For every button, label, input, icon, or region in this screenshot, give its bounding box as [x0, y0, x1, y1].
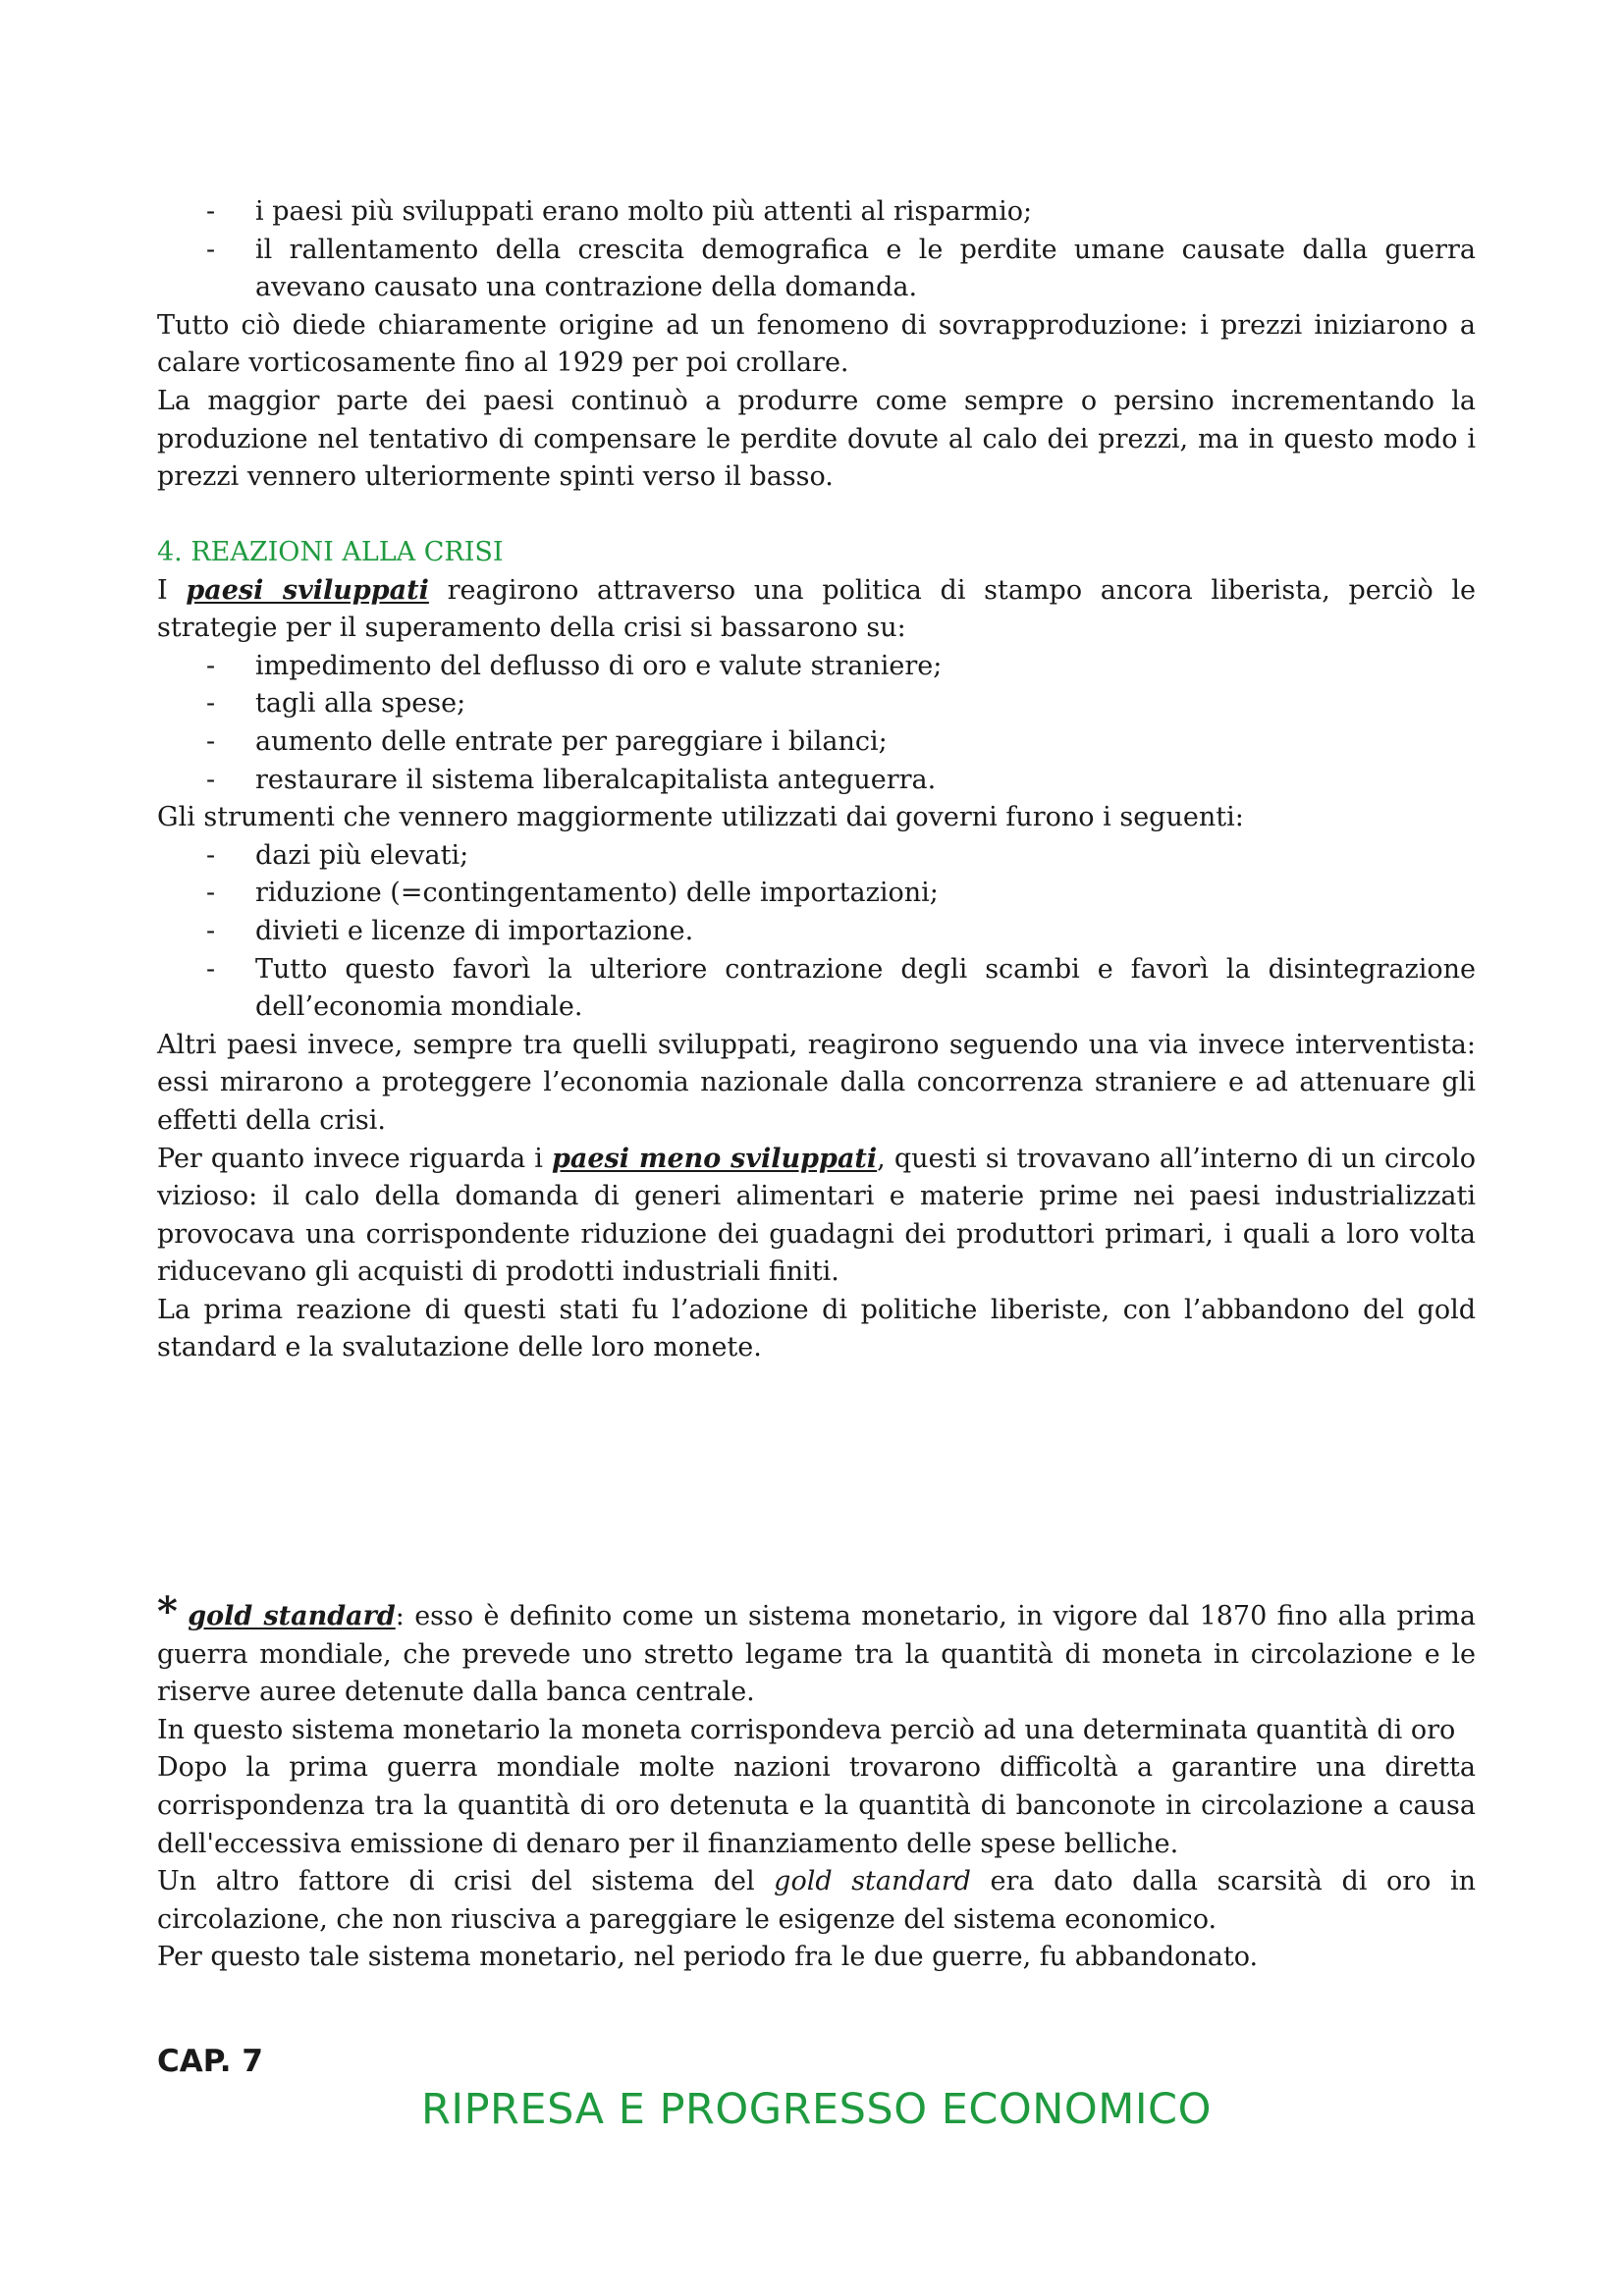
- list-item: - tagli alla spese;: [157, 685, 1476, 723]
- chapter-title: RIPRESA E PROGRESSO ECONOMICO: [421, 2085, 1212, 2134]
- emphasis-paesi-meno-sviluppati: paesi meno sviluppati: [552, 1143, 878, 1174]
- instruments-list: [157, 837, 1476, 1027]
- paragraph: In questo sistema monetario la moneta corrispondeva perciò ad una determinata quantità di oro: [157, 1714, 1456, 1745]
- chapter-label: CAP. 7: [157, 2044, 263, 2079]
- term-gold-standard-italic: gold standard: [774, 1866, 971, 1897]
- list-item: - riduzione (=contingentamento) delle importazioni;: [157, 875, 1476, 913]
- paragraph: [157, 1141, 1476, 1292]
- paragraph: La maggior parte dei paesi continuò a produrre come sempre o persino incrementando la produzione nel tentativo di compensare le perdite dovute al calo dei prezzi, ma in questo modo i prezzi vennero ulteriormente spinti verso il basso.: [157, 385, 1476, 493]
- text-run: era dato dalla scarsità di oro in circolazione, che non riusciva a pareggiare le esigenze del sistema economico.: [157, 1866, 1476, 1935]
- list-item: - Tutto questo favorì la ulteriore contrazione degli scambi e favorì la disintegrazione dell’economia mondiale.: [157, 951, 1476, 1027]
- list-item: - restaurare il sistema liberalcapitalista anteguerra.: [157, 762, 1476, 800]
- section-heading: 4. REAZIONI ALLA CRISI: [157, 537, 504, 567]
- paragraph: Per questo tale sistema monetario, nel periodo fra le due guerre, fu abbandonato.: [157, 1942, 1259, 1973]
- text-run: I: [157, 574, 187, 606]
- intro-bullet-list: [157, 193, 1476, 307]
- text-run: : esso è definito come un sistema monetario, in vigore dal 1870 fino alla prima guerra mondiale, che prevede uno stretto legame tra la quantità di moneta in circolazione e le riserve auree detenute dalla banca centrale.: [157, 1601, 1476, 1708]
- emphasis-paesi-sviluppati: paesi sviluppati: [186, 574, 429, 606]
- list-item: - impedimento del deflusso di oro e valute straniere;: [157, 648, 1476, 686]
- paragraph: Tutto ciò diede chiaramente origine ad un fenomeno di sovrapproduzione: i prezzi iniziarono a calare vorticosamente fino al 1929 per poi crollare.: [157, 309, 1476, 379]
- paragraph: [157, 1588, 1476, 1712]
- intro-block: [157, 193, 1476, 497]
- paragraph: La prima reazione di questi stati fu l’adozione di politiche liberiste, con l’abbandono del gold standard e la svalutazione delle loro monete.: [157, 1294, 1476, 1363]
- paragraph: Altri paesi invece, sempre tra quelli sviluppati, reagirono seguendo una via invece interventista: essi mirarono a proteggere l’economia nazionale dalla concorrenza straniere e ad attenuare gli effetti della crisi.: [157, 1029, 1476, 1136]
- list-item: - i paesi più sviluppati erano molto più attenti al risparmio;: [157, 193, 1476, 232]
- text-run: Un altro fattore di crisi del sistema del: [157, 1866, 775, 1897]
- term-gold-standard: gold standard: [188, 1601, 396, 1631]
- gold-standard-note: [157, 1588, 1476, 1977]
- list-item: - il rallentamento della crescita demografica e le perdite umane causate dalla guerra avevano causato una contrazione della domanda.: [157, 232, 1476, 307]
- paragraph: Dopo la prima guerra mondiale molte nazioni trovarono difficoltà a garantire una diretta corrispondenza tra la quantità di oro detenuta e la quantità di banconote in circolazione a causa dell'eccessiva emissione di denaro per il finanziamento delle spese belliche.: [157, 1752, 1476, 1859]
- text-run: reagirono attraverso una politica di stampo ancora liberista, perciò le strategie per il superamento della crisi si bassarono su:: [157, 574, 1477, 644]
- asterisk-marker: *: [157, 1588, 178, 1634]
- text-run: Per quanto invece riguarda i: [157, 1143, 552, 1174]
- paragraph: Gli strumenti che vennero maggiormente utilizzati dai governi furono i seguenti:: [157, 802, 1244, 833]
- list-item: - dazi più elevati;: [157, 837, 1476, 876]
- strategies-list: [157, 648, 1476, 799]
- text-run: , questi si trovavano all’interno di un circolo vizioso: il calo della domanda di generi alimentari e materie prime nei paesi industrializzati provocava una corrispondente riduzione dei guadagni dei produttori primari, i quali a loro volta riducevano gli acquisti di prodotti industriali finiti.: [157, 1143, 1476, 1288]
- list-item: - divieti e licenze di importazione.: [157, 913, 1476, 951]
- list-item: - aumento delle entrate per pareggiare i bilanci;: [157, 723, 1476, 762]
- section-4: [157, 534, 1476, 1367]
- paragraph: [157, 572, 1476, 648]
- paragraph: [157, 1863, 1476, 1939]
